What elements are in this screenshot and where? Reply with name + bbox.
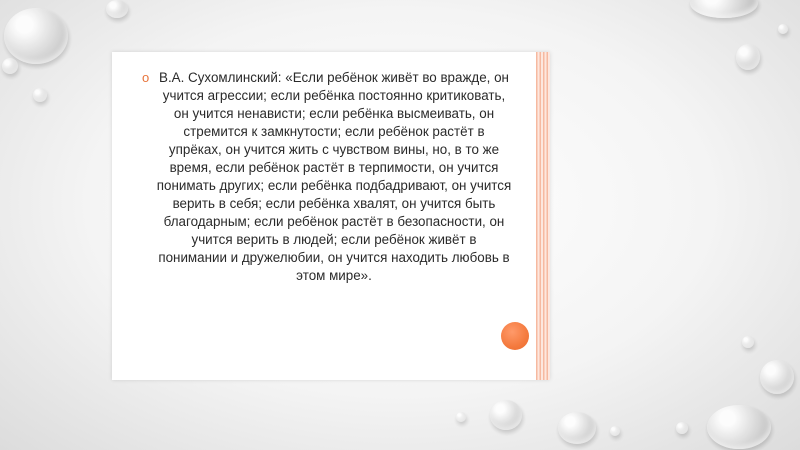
water-drop — [760, 360, 794, 394]
decorative-stripe — [536, 52, 550, 380]
water-drop — [676, 422, 688, 434]
bullet-icon: o — [142, 70, 150, 85]
water-drop — [490, 400, 522, 430]
water-drop — [558, 412, 596, 444]
orange-circle-decoration — [501, 322, 529, 350]
water-drop — [33, 88, 47, 102]
slide-content-card — [112, 52, 550, 380]
water-drop — [106, 0, 128, 18]
quote-block — [142, 69, 512, 285]
water-drop — [707, 405, 771, 449]
water-drop — [742, 336, 754, 348]
water-drop — [690, 0, 758, 18]
water-drop — [610, 426, 620, 436]
water-drop — [456, 412, 466, 422]
quote-text: В.А. Сухомлинский: «Если ребёнок живёт во вражде, он учится агрессии; если ребёнка постоянно критиковать, он учится ненависти; если ребёнка высмеивать, он стремится к замкнутости; если ребёнок растёт в упрёках, он учится жить с чувством вины, но, в то же время, если ребёнок растёт в терпимости, он учится понимать других; если ребёнка подбадривают, он учится верить в себя; если ребёнка хвалят, он учится быть благодарным; если ребёнок растёт в безопасности, он учится верить в людей; если ребёнок живёт в понимании и дружелюбии, он учится находить любовь в этом мире». — [156, 70, 512, 283]
water-drop — [2, 58, 18, 74]
water-drop — [4, 8, 68, 64]
water-drop — [736, 44, 760, 70]
water-drop — [778, 24, 788, 34]
